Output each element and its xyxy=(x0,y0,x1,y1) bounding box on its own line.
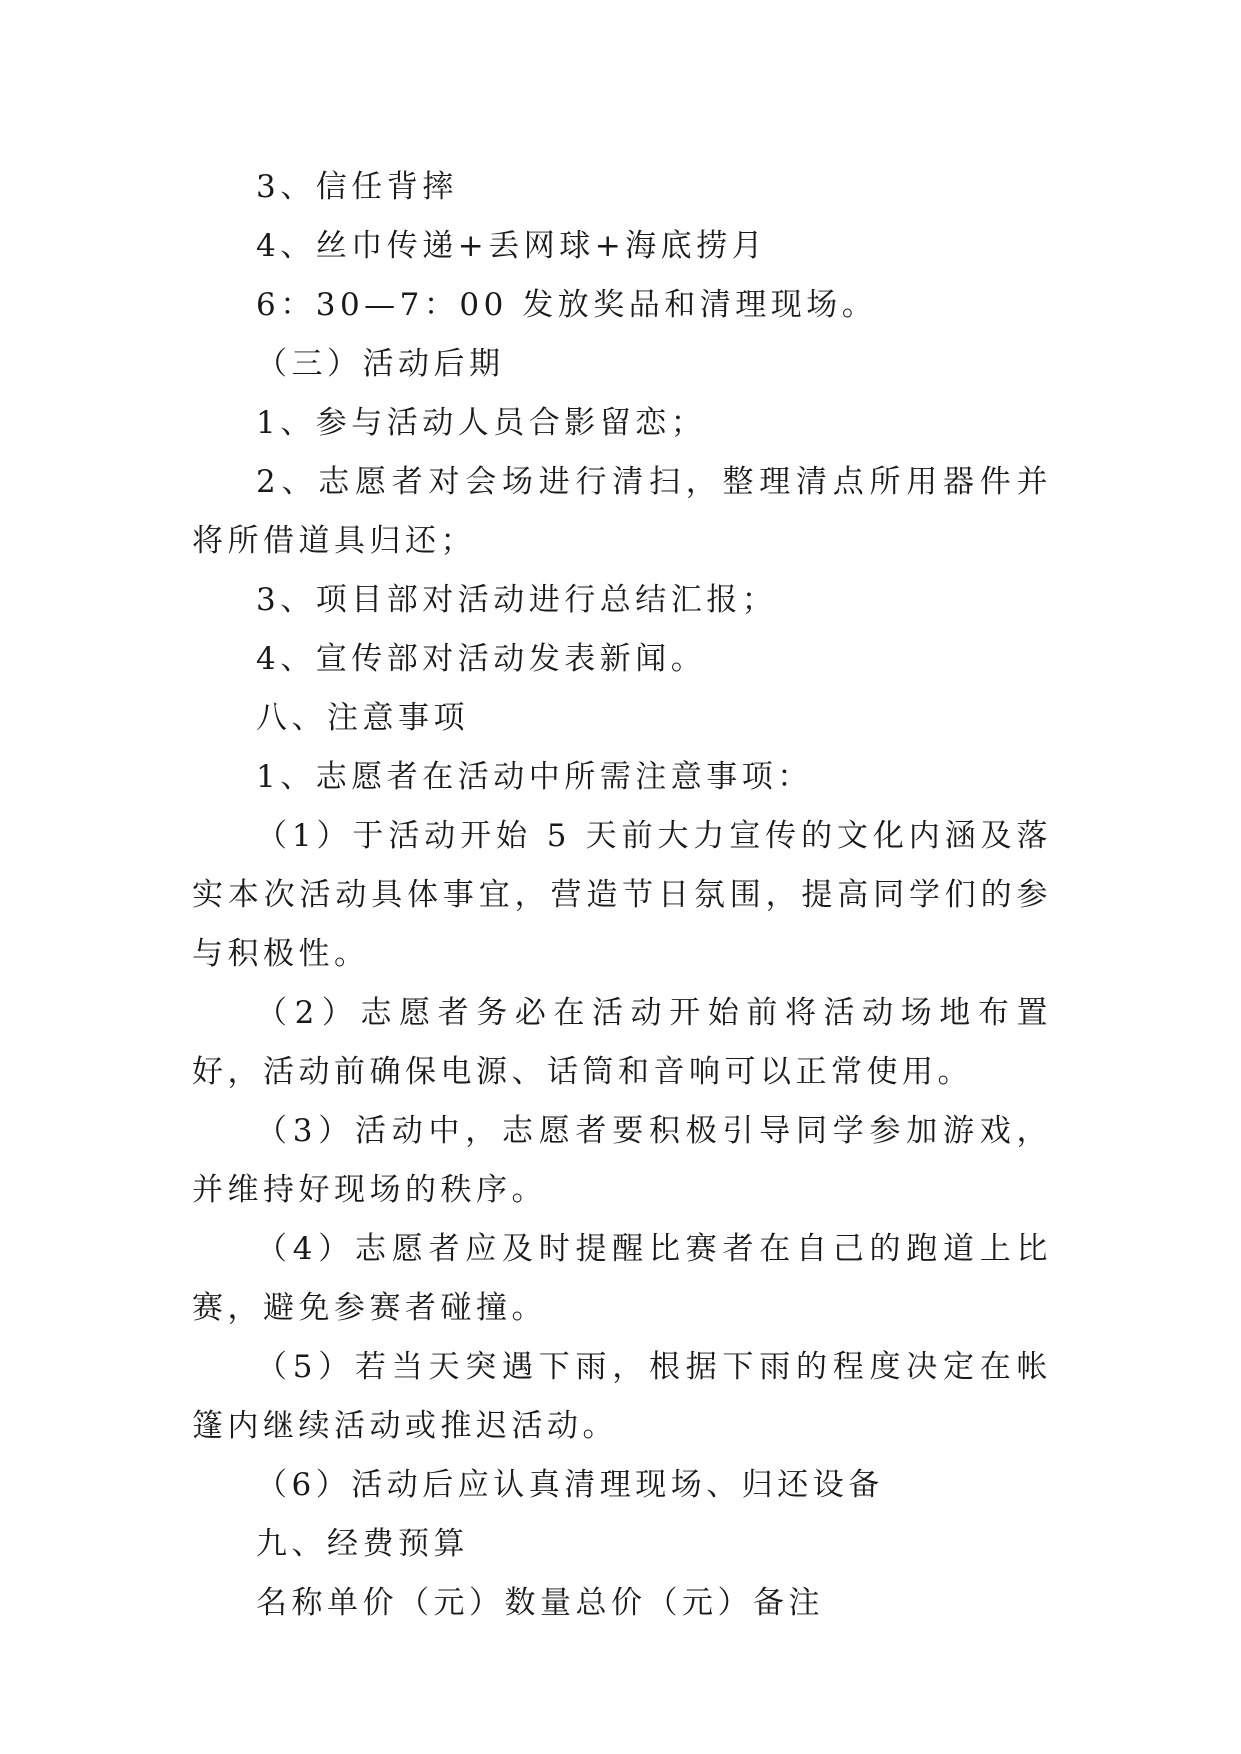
note-item-5: （5）若当天突遇下雨，根据下雨的程度决定在帐篷内继续活动或推迟活动。 xyxy=(192,1349,1052,1444)
note-item-3: （3）活动中，志愿者要积极引导同学参加游戏，并维持好现场的秩序。 xyxy=(192,1113,1052,1208)
paragraph-item-cleanup: 2、志愿者对会场进行清扫，整理清点所用器件并将所借道具归还； xyxy=(192,464,1052,559)
paragraph-item-trust-fall: 3、信任背摔 xyxy=(256,169,458,205)
paragraph-item-volunteer-notes: 1、志愿者在活动中所需注意事项： xyxy=(256,759,813,795)
note-item-2: （2）志愿者务必在活动开始前将活动场地布置好，活动前确保电源、话筒和音响可以正常使用。 xyxy=(192,995,1052,1090)
section-heading-post-activity: （三）活动后期 xyxy=(256,346,505,382)
note-item-1: （1）于活动开始 5 天前大力宣传的文化内涵及落实本次活动具体事宜，营造节日氛围，提高同学们的参与积极性。 xyxy=(192,818,1052,972)
note-item-4: （4）志愿者应及时提醒比赛者在自己的跑道上比赛，避免参赛者碰撞。 xyxy=(192,1231,1052,1326)
paragraph-item-group-photo: 1、参与活动人员合影留恋； xyxy=(256,405,707,441)
paragraph-item-summary-report: 3、项目部对活动进行总结汇报； xyxy=(256,582,778,618)
section-heading-budget: 九、经费预算 xyxy=(256,1526,469,1562)
document-body xyxy=(192,158,1052,1633)
note-item-6: （6）活动后应认真清理现场、归还设备 xyxy=(256,1467,884,1503)
paragraph-item-games: 4、丝巾传递+丢网球+海底捞月 xyxy=(256,228,768,264)
paragraph-item-news: 4、宣传部对活动发表新闻。 xyxy=(256,641,707,677)
paragraph-item-prizes: 6：30—7：00 发放奖品和清理现场。 xyxy=(256,287,878,323)
budget-table-header: 名称单价（元）数量总价（元）备注 xyxy=(256,1585,824,1621)
section-heading-notes: 八、注意事项 xyxy=(256,700,469,736)
